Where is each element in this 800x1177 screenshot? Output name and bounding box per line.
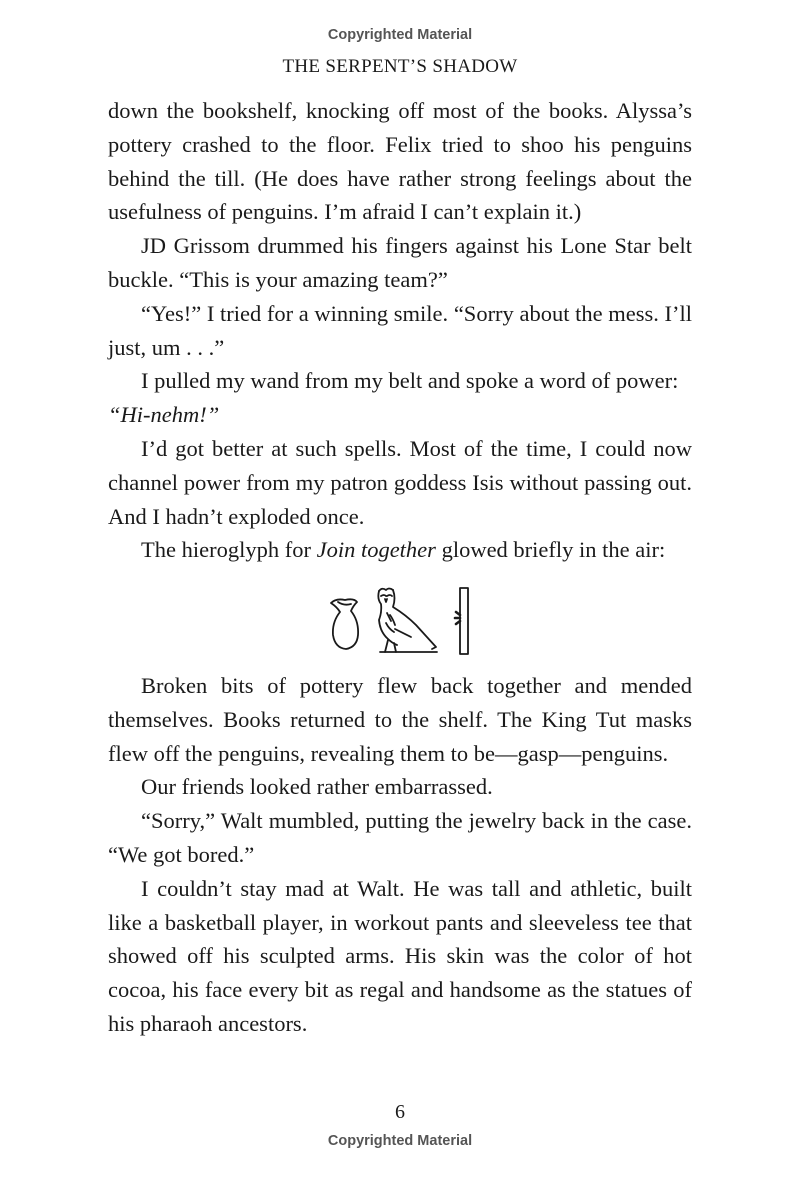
paragraph: I pulled my wand from my belt and spoke a word of power:: [141, 368, 679, 394]
paragraph: “Yes!” I tried for a winning smile. “Sorry about the mess. I’ll just, um . . .”: [108, 300, 692, 360]
staff-hieroglyph-icon: [455, 588, 468, 654]
body-text-before-glyph: [108, 94, 692, 567]
paragraph: JD Grissom drummed his fingers against his Lone Star belt buckle. “This is your amazing team?”: [108, 233, 692, 292]
paragraph: I couldn’t stay mad at Walt. He was tall and athletic, built like a basketball player, in workout pants and sleeveless tee that showed off his sculpted arms. His skin was the color of hot cocoa, his face every bit as regal and handsome as the statues of his pharaoh ancestors.: [108, 875, 692, 1036]
paragraph: down the bookshelf, knocking off most of the books. Alyssa’s pottery crashed to the floor. Felix tried to shoo his penguins behind the till. (He does have rather strong feelings about the usefulness of penguins. I’m afraid I can’t explain it.): [108, 98, 692, 225]
paragraph-text: The hieroglyph for: [141, 537, 317, 563]
paragraph: I’d got better at such spells. Most of the time, I could now channel power from my patron goddess Isis without passing out. And I hadn’t exploded once.: [108, 435, 692, 529]
owl-hieroglyph-icon: [378, 589, 437, 653]
running-head: THE SERPENT’S SHADOW: [282, 56, 518, 77]
paragraph: Broken bits of pottery flew back together and mended themselves. Books returned to the shelf. The King Tut masks flew off the penguins, revealing them to be—gasp—penguins.: [108, 673, 692, 766]
hieroglyph-join-together: [325, 585, 475, 657]
copyright-watermark-top: Copyrighted Material: [327, 27, 473, 43]
copyright-watermark-bottom: Copyrighted Material: [327, 1133, 473, 1149]
word-of-power: [108, 398, 692, 432]
word-of-power-text: “Hi-nehm!”: [108, 402, 220, 428]
jar-hieroglyph-icon: [331, 599, 358, 649]
body-text-after-glyph: [108, 669, 692, 1041]
page-number: 6: [395, 1101, 405, 1123]
paragraph-text: glowed briefly in the air:: [435, 537, 666, 563]
paragraph: Our friends looked rather embarrassed.: [141, 774, 493, 800]
spell-name: Join together: [316, 537, 436, 563]
paragraph: “Sorry,” Walt mumbled, putting the jewelry back in the case. “We got bored.”: [108, 808, 692, 867]
paragraph: [108, 533, 692, 567]
